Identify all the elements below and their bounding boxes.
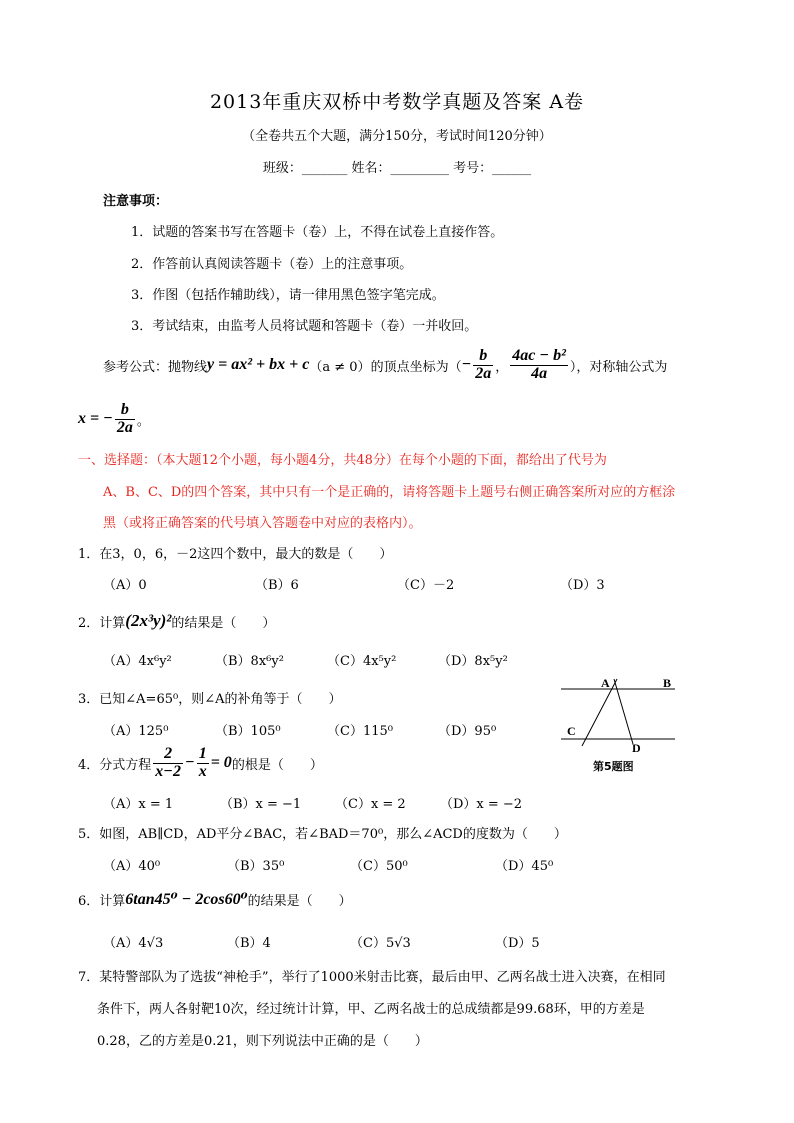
point-b-label: B xyxy=(663,676,672,690)
q5-option-c: （C）50⁰ xyxy=(350,859,408,874)
q6-option-a: （A）4√3 xyxy=(103,936,164,951)
q5-figure xyxy=(555,672,685,782)
q3-option-c: （C）115⁰ xyxy=(327,724,393,739)
notice-item: 2．作答前认真阅读答题卡（卷）上的注意事项。 xyxy=(131,257,413,272)
question-7: 7．某特警部队为了选拔“神枪手”，举行了1000米射击比赛，最后由甲、乙两名战士进入决赛，在相同 xyxy=(78,970,666,985)
point-c-label: C xyxy=(567,724,576,738)
q2-option-b: （B）8x⁶y² xyxy=(215,654,284,669)
parallel-lines-diagram xyxy=(555,672,685,782)
q1-option-d: （D）3 xyxy=(560,578,605,593)
q1-option-b: （B）6 xyxy=(255,578,299,593)
axis-formula: x = − $\frac{b}{2a}$ 。 xyxy=(78,401,150,436)
notice-item: 3．考试结束，由监考人员将试题和答题卡（卷）一并收回。 xyxy=(131,319,478,334)
exam-subtitle: （全卷共五个大题，满分150分，考试时间120分钟） xyxy=(242,129,552,144)
q6-option-b: （B）4 xyxy=(227,936,271,951)
point-d-label: D xyxy=(632,741,641,755)
q5-option-b: （B）35⁰ xyxy=(227,859,285,874)
q3-option-d: （D）95⁰ xyxy=(438,724,497,739)
section-heading: 一、选择题：（本大题12个小题，每小题4分，共48分）在每个小题的下面，都给出了代号为 xyxy=(78,453,607,468)
question-4: 4．分式方程 $\frac{2}{x-2}$ − $\frac{1}{x}$ = 0 的根是（ ） xyxy=(78,745,323,780)
q4-option-c: （C）x = 2 xyxy=(335,797,406,812)
question-5: 5．如图，AB∥CD，AD平分∠BAC，若∠BAD＝70⁰，那么∠ACD的度数为（ ） xyxy=(78,827,567,842)
student-info-line: 班级：_______ 姓名：_________ 考号：______ xyxy=(262,161,532,176)
notice-item: 3．作图（包括作辅助线），请一律用黑色签字笔完成。 xyxy=(131,288,445,303)
q4-option-d: （D）x = −2 xyxy=(440,797,523,812)
question-6: 6．计算 6tan45⁰ − 2cos60⁰ 的结果是（ ） xyxy=(78,891,352,909)
notice-heading: 注意事项： xyxy=(103,194,169,209)
q6-option-c: （C）5√3 xyxy=(350,936,411,951)
q1-option-a: （A）0 xyxy=(103,578,147,593)
section-heading-cont: 黑（或将正确答案的代号填入答题卷中对应的表格内）。 xyxy=(103,516,422,531)
q1-option-c: （C）－2 xyxy=(397,578,455,593)
q6-option-d: （D）5 xyxy=(495,936,540,951)
question-7-cont: 条件下，两人各射靶10次，经过统计计算，甲、乙两名战士的总成绩都是99.68环，甲的方差是 xyxy=(97,1002,645,1017)
parabola-expression: y = ax² + bx + c xyxy=(207,356,310,374)
page-title: 2013年重庆双桥中考数学真题及答案 A卷 xyxy=(209,91,585,113)
question-7-cont: 0.28，乙的方差是0.21，则下列说法中正确的是（ ） xyxy=(97,1034,428,1049)
q2-option-c: （C）4x⁵y² xyxy=(327,654,397,669)
question-2: 2．计算 (2x³y)² 的结果是（ ） xyxy=(78,611,276,631)
vertex-y-fraction: $\frac{\text{4ac − b²}}{4a}$ xyxy=(512,347,566,382)
vertex-x-fraction: $\frac{b}{2a}$ xyxy=(475,347,492,382)
q5-option-a: （A）40⁰ xyxy=(103,859,161,874)
q4-option-b: （B）x = −1 xyxy=(220,797,302,812)
reference-formula: 参考公式：抛物线 y = ax² + bx + c （a ≠ 0） 的顶点坐标为（ − $\frac{b}{2a}$ ， $\frac{\text{4ac − b²}}{4a}$ ），对称轴公式为 xyxy=(103,347,668,382)
question-3: 3．已知∠A=65⁰，则∠A的补角等于（ ） xyxy=(78,692,342,707)
q2-option-d: （D）8x⁵y² xyxy=(438,654,508,669)
q3-option-b: （B）105⁰ xyxy=(215,724,281,739)
figure-caption: 第5题图 xyxy=(593,760,634,773)
q2-option-a: （A）4x⁶y² xyxy=(103,654,172,669)
notice-item: 1．试题的答案书写在答题卡（卷）上，不得在试卷上直接作答。 xyxy=(131,225,504,240)
question-1: 1．在3，0，6，－2这四个数中，最大的数是（ ） xyxy=(78,547,393,562)
q4-option-a: （A）x = 1 xyxy=(103,797,174,812)
q3-option-a: （A）125⁰ xyxy=(103,724,169,739)
section-heading-cont: A、B、C、D的四个答案，其中只有一个是正确的，请将答题卡上题号右侧正确答案所对应的方框涂 xyxy=(103,485,676,500)
point-a-label: A xyxy=(601,676,610,690)
q5-option-d: （D）45⁰ xyxy=(495,859,554,874)
